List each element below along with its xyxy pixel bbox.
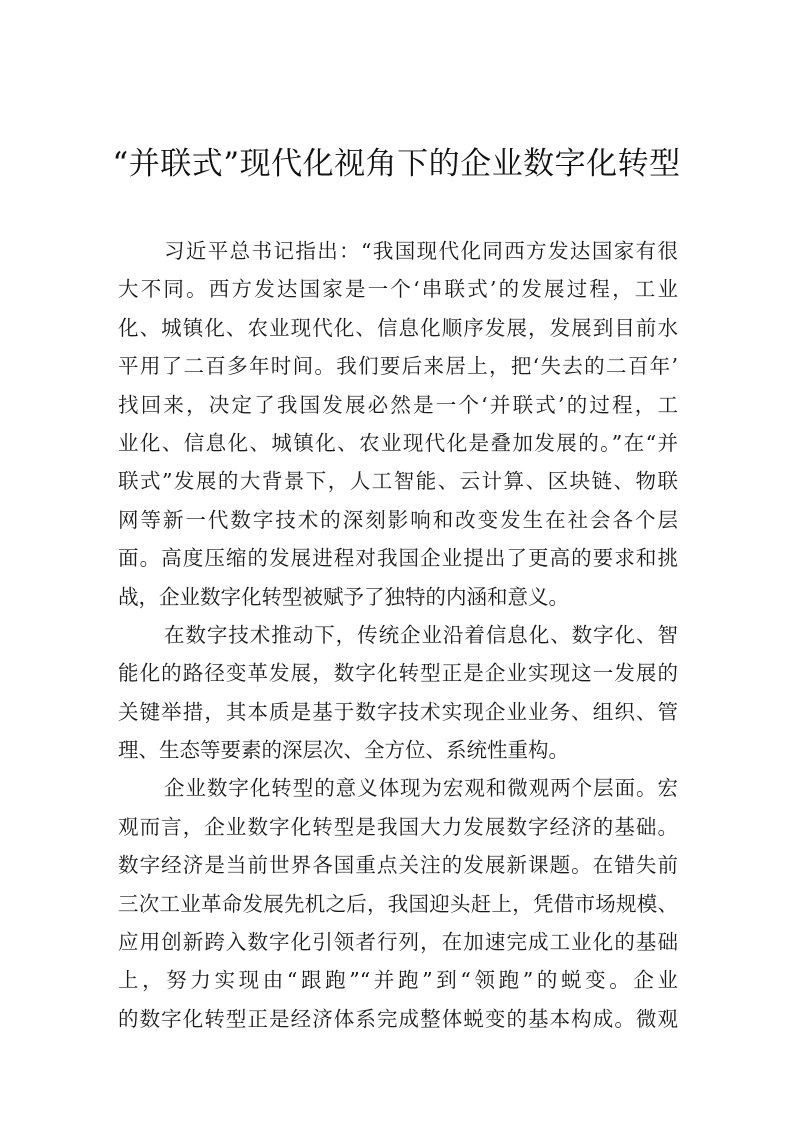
text-line: 在数字技术推动下，传统企业沿着信息化、数字化、智 bbox=[164, 622, 678, 647]
text-line: 大不同。西方发达国家是一个‘串联式’的发展过程，工业 bbox=[118, 277, 678, 302]
text-line: 联式”发展的大背景下，人工智能、云计算、区块链、物联 bbox=[118, 469, 678, 494]
text-line: 化、城镇化、农业现代化、信息化顺序发展，发展到目前水 bbox=[118, 315, 678, 340]
text-line: 理、生态等要素的深层次、全方位、系统性重构。 bbox=[118, 738, 569, 763]
document-title: “并联式”现代化视角下的企业数字化转型 bbox=[112, 146, 681, 182]
text-line: 面。高度压缩的发展进程对我国企业提出了更高的要求和挑 bbox=[118, 546, 678, 571]
text-line: 三次工业革命发展先机之后，我国迎头赶上，凭借市场规模、 bbox=[118, 891, 678, 916]
text-line: 能化的路径变革发展，数字化转型正是企业实现这一发展的 bbox=[118, 661, 678, 686]
text-line: 数字经济是当前世界各国重点关注的发展新课题。在错失前 bbox=[118, 853, 678, 878]
text-line: 平用了二百多年时间。我们要后来居上，把‘失去的二百年’ bbox=[118, 354, 678, 379]
text-line: 观而言，企业数字化转型是我国大力发展数字经济的基础。 bbox=[118, 814, 678, 839]
document-body bbox=[118, 232, 678, 1038]
text-line: 的数字化转型正是经济体系完成整体蜕变的基本构成。微观 bbox=[118, 1006, 678, 1031]
text-line: 网等新一代数字技术的深刻影响和改变发生在社会各个层 bbox=[118, 507, 678, 532]
text-line: 关键举措，其本质是基于数字技术实现企业业务、组织、管 bbox=[118, 699, 678, 724]
text-line: 企业数字化转型的意义体现为宏观和微观两个层面。宏 bbox=[164, 776, 678, 801]
paragraph-2 bbox=[118, 616, 678, 770]
paragraph-1 bbox=[118, 232, 678, 616]
text-line: 习近平总书记指出：“我国现代化同西方发达国家有很 bbox=[164, 239, 678, 263]
text-line: 上，努力实现由“跟跑”“并跑”到“领跑”的蜕变。企业 bbox=[118, 968, 678, 993]
text-line: 业化、信息化、城镇化、农业现代化是叠加发展的。”在“并 bbox=[118, 430, 678, 455]
text-line: 应用创新跨入数字化引领者行列，在加速完成工业化的基础 bbox=[118, 930, 678, 955]
paragraph-3 bbox=[118, 769, 678, 1038]
text-line: 战，企业数字化转型被赋予了独特的内涵和意义。 bbox=[118, 584, 569, 609]
text-line: 找回来，决定了我国发展必然是一个‘并联式’的过程，工 bbox=[118, 392, 678, 417]
